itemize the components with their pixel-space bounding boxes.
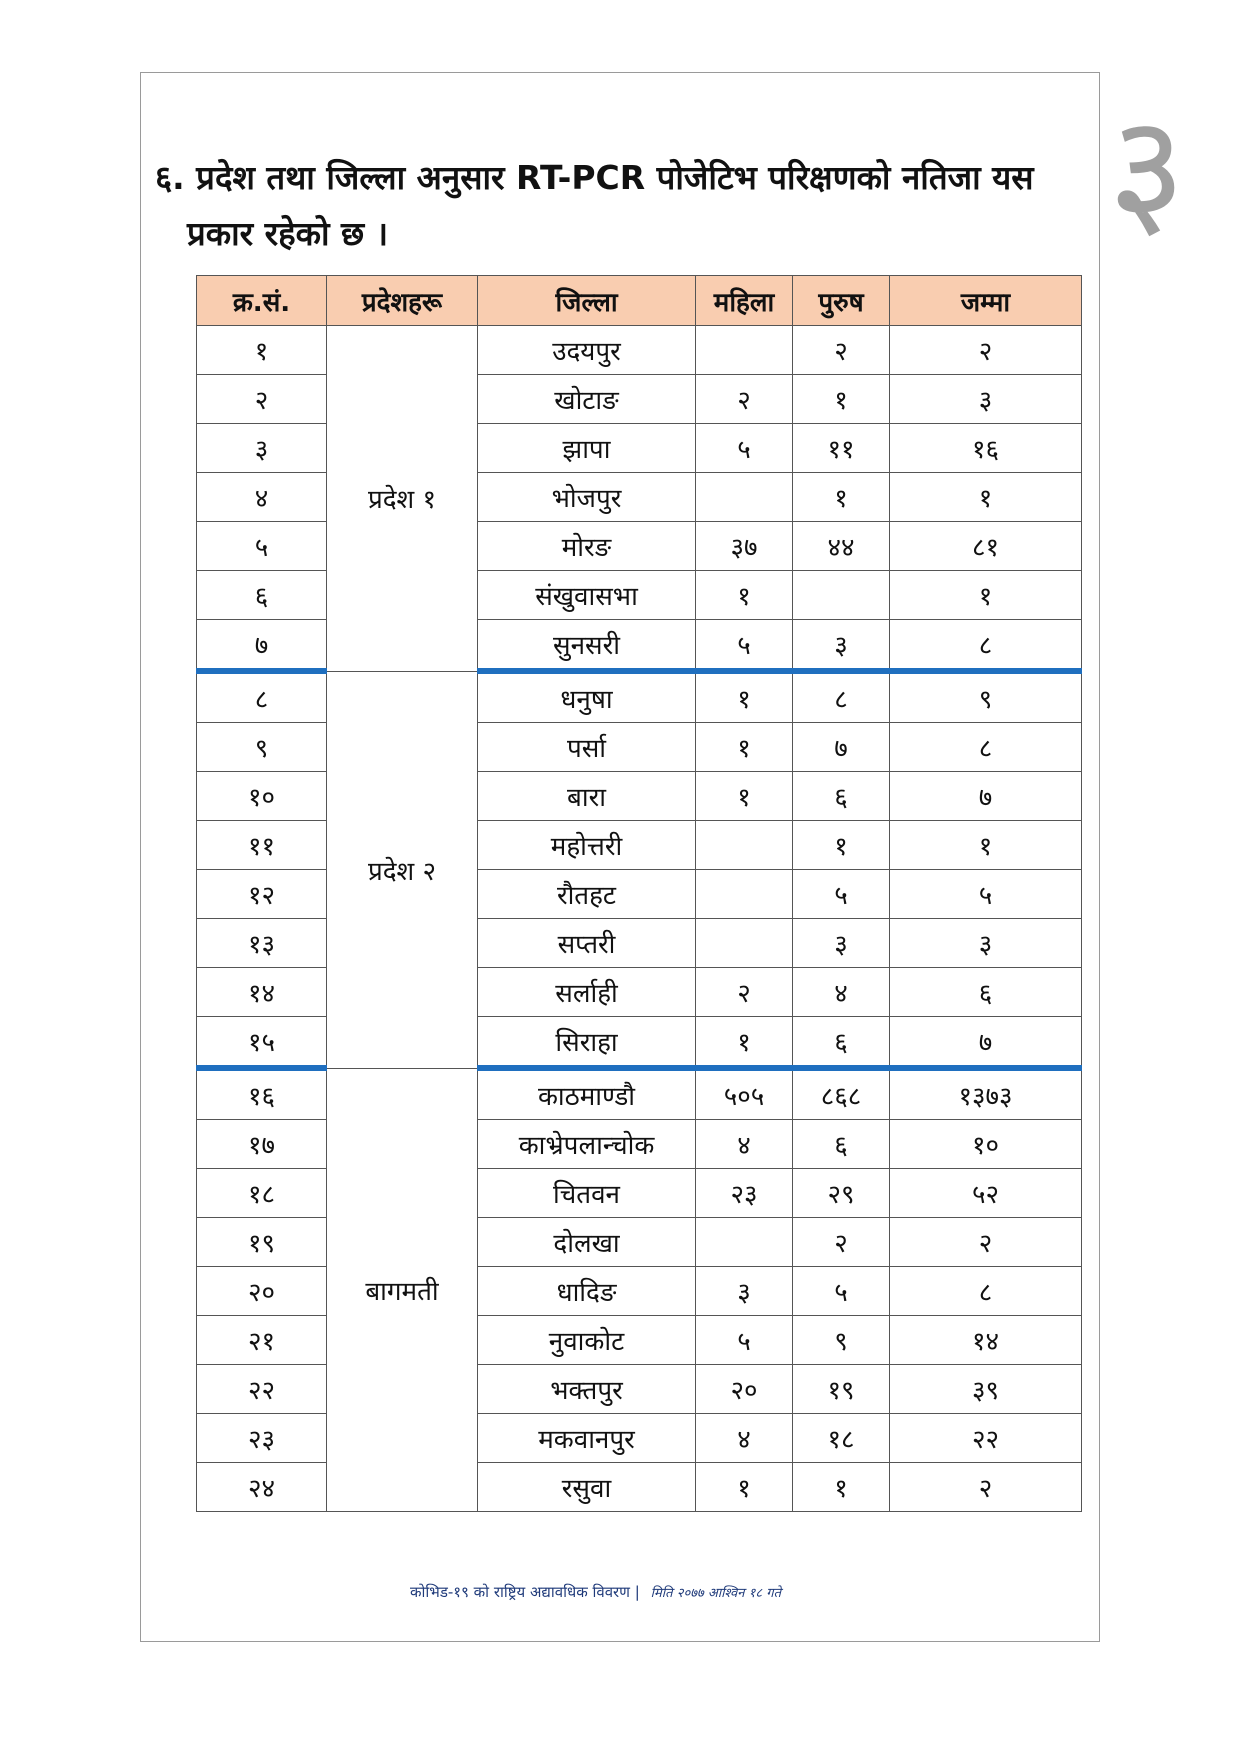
cell-male: १ <box>793 1463 890 1512</box>
cell-total: १ <box>890 821 1082 870</box>
cell-serial: ९ <box>197 723 327 772</box>
cell-female: ५०५ <box>696 1068 793 1120</box>
cell-female: १ <box>696 1017 793 1069</box>
cell-female: २० <box>696 1365 793 1414</box>
cell-total: ९ <box>890 671 1082 723</box>
cell-male: १ <box>793 821 890 870</box>
cell-district: मकवानपुर <box>478 1414 696 1463</box>
cell-district: चितवन <box>478 1169 696 1218</box>
cell-district: सिराहा <box>478 1017 696 1069</box>
cell-serial: ७ <box>197 620 327 672</box>
cell-female: ३७ <box>696 522 793 571</box>
cell-district: भक्तपुर <box>478 1365 696 1414</box>
cell-total: २ <box>890 1218 1082 1267</box>
cell-female <box>696 870 793 919</box>
table-body <box>197 326 1082 1512</box>
cell-district: धनुषा <box>478 671 696 723</box>
cell-female: १ <box>696 723 793 772</box>
cell-district: सुनसरी <box>478 620 696 672</box>
cell-district: संखुवासभा <box>478 571 696 620</box>
cell-province: प्रदेश १ <box>327 326 478 672</box>
cell-male: १ <box>793 375 890 424</box>
cell-female: २३ <box>696 1169 793 1218</box>
cell-serial: १० <box>197 772 327 821</box>
cell-total: ८१ <box>890 522 1082 571</box>
cell-female: २ <box>696 968 793 1017</box>
district-results-table <box>196 275 1082 1512</box>
cell-female <box>696 473 793 522</box>
table-row <box>197 326 1082 375</box>
section-heading <box>155 150 1085 262</box>
header-province: प्रदेशहरू <box>327 276 478 326</box>
cell-district: मोरङ <box>478 522 696 571</box>
cell-serial: ४ <box>197 473 327 522</box>
table-header-row <box>197 276 1082 326</box>
cell-female: ५ <box>696 1316 793 1365</box>
cell-serial: १९ <box>197 1218 327 1267</box>
cell-district: धादिङ <box>478 1267 696 1316</box>
cell-total: ३ <box>890 375 1082 424</box>
cell-district: रसुवा <box>478 1463 696 1512</box>
cell-female: ५ <box>696 620 793 672</box>
footer-title: कोभिड-१९ को राष्ट्रिय अद्यावधिक विवरण | <box>410 1583 640 1601</box>
cell-female <box>696 1218 793 1267</box>
cell-total: १४ <box>890 1316 1082 1365</box>
cell-total: २ <box>890 1463 1082 1512</box>
cell-female: १ <box>696 1463 793 1512</box>
cell-serial: ३ <box>197 424 327 473</box>
cell-male: ५ <box>793 870 890 919</box>
cell-male: ३ <box>793 620 890 672</box>
cell-serial: ५ <box>197 522 327 571</box>
cell-male: ४४ <box>793 522 890 571</box>
cell-district: खोटाङ <box>478 375 696 424</box>
cell-serial: १४ <box>197 968 327 1017</box>
cell-district: दोलखा <box>478 1218 696 1267</box>
cell-district: काभ्रेपलान्चोक <box>478 1120 696 1169</box>
cell-district: काठमाण्डौ <box>478 1068 696 1120</box>
heading-line-2: प्रकार रहेको छ । <box>187 214 389 253</box>
cell-district: सप्तरी <box>478 919 696 968</box>
cell-male: ६ <box>793 772 890 821</box>
cell-province: बागमती <box>327 1068 478 1512</box>
cell-male: १९ <box>793 1365 890 1414</box>
cell-district: महोत्तरी <box>478 821 696 870</box>
cell-district: सर्लाही <box>478 968 696 1017</box>
cell-district: उदयपुर <box>478 326 696 375</box>
cell-serial: २४ <box>197 1463 327 1512</box>
cell-male: ४ <box>793 968 890 1017</box>
cell-total: ७ <box>890 772 1082 821</box>
cell-female: १ <box>696 772 793 821</box>
cell-serial: २१ <box>197 1316 327 1365</box>
cell-serial: १८ <box>197 1169 327 1218</box>
cell-serial: २० <box>197 1267 327 1316</box>
cell-serial: २ <box>197 375 327 424</box>
cell-total: ३९ <box>890 1365 1082 1414</box>
cell-serial: १२ <box>197 870 327 919</box>
cell-total: ८ <box>890 620 1082 672</box>
cell-serial: ८ <box>197 671 327 723</box>
cell-male: १८ <box>793 1414 890 1463</box>
footer <box>410 1582 781 1602</box>
cell-total: ६ <box>890 968 1082 1017</box>
heading-line-1: ६. प्रदेश तथा जिल्ला अनुसार RT-PCR पोजेटिभ परिक्षणको नतिजा यस <box>155 158 1034 197</box>
cell-district: झापा <box>478 424 696 473</box>
cell-male: ८ <box>793 671 890 723</box>
header-total: जम्मा <box>890 276 1082 326</box>
cell-female: ३ <box>696 1267 793 1316</box>
cell-district: बारा <box>478 772 696 821</box>
cell-district: भोजपुर <box>478 473 696 522</box>
cell-total: ८ <box>890 1267 1082 1316</box>
cell-male: ६ <box>793 1017 890 1069</box>
cell-total: ७ <box>890 1017 1082 1069</box>
cell-female <box>696 326 793 375</box>
cell-district: पर्सा <box>478 723 696 772</box>
cell-male <box>793 571 890 620</box>
cell-male: २ <box>793 326 890 375</box>
footer-date: मिति २०७७ आश्विन १८ गते <box>650 1586 781 1601</box>
cell-male: ११ <box>793 424 890 473</box>
cell-male: ९ <box>793 1316 890 1365</box>
cell-serial: १३ <box>197 919 327 968</box>
cell-male: ६ <box>793 1120 890 1169</box>
cell-total: ८ <box>890 723 1082 772</box>
cell-male: ३ <box>793 919 890 968</box>
cell-female: १ <box>696 571 793 620</box>
cell-province: प्रदेश २ <box>327 671 478 1068</box>
cell-serial: ६ <box>197 571 327 620</box>
table-row <box>197 1068 1082 1120</box>
cell-serial: ११ <box>197 821 327 870</box>
cell-total: ३ <box>890 919 1082 968</box>
cell-female <box>696 821 793 870</box>
cell-female: १ <box>696 671 793 723</box>
header-serial: क्र.सं. <box>197 276 327 326</box>
header-female: महिला <box>696 276 793 326</box>
cell-male: १ <box>793 473 890 522</box>
cell-total: ५ <box>890 870 1082 919</box>
cell-total: ५२ <box>890 1169 1082 1218</box>
cell-serial: १७ <box>197 1120 327 1169</box>
cell-male: ५ <box>793 1267 890 1316</box>
header-male: पुरुष <box>793 276 890 326</box>
cell-serial: १५ <box>197 1017 327 1069</box>
cell-total: १० <box>890 1120 1082 1169</box>
cell-serial: २३ <box>197 1414 327 1463</box>
cell-total: १३७३ <box>890 1068 1082 1120</box>
cell-female: २ <box>696 375 793 424</box>
cell-total: १ <box>890 473 1082 522</box>
page-number: ३ <box>1108 83 1187 257</box>
header-district: जिल्ला <box>478 276 696 326</box>
cell-female <box>696 919 793 968</box>
cell-district: रौतहट <box>478 870 696 919</box>
table-row <box>197 671 1082 723</box>
cell-male: २ <box>793 1218 890 1267</box>
cell-total: १ <box>890 571 1082 620</box>
cell-female: ४ <box>696 1120 793 1169</box>
cell-district: नुवाकोट <box>478 1316 696 1365</box>
cell-serial: २२ <box>197 1365 327 1414</box>
cell-female: ४ <box>696 1414 793 1463</box>
cell-total: २ <box>890 326 1082 375</box>
cell-female: ५ <box>696 424 793 473</box>
cell-total: १६ <box>890 424 1082 473</box>
cell-male: ७ <box>793 723 890 772</box>
cell-total: २२ <box>890 1414 1082 1463</box>
cell-serial: १ <box>197 326 327 375</box>
cell-male: २९ <box>793 1169 890 1218</box>
cell-male: ८६८ <box>793 1068 890 1120</box>
cell-serial: १६ <box>197 1068 327 1120</box>
